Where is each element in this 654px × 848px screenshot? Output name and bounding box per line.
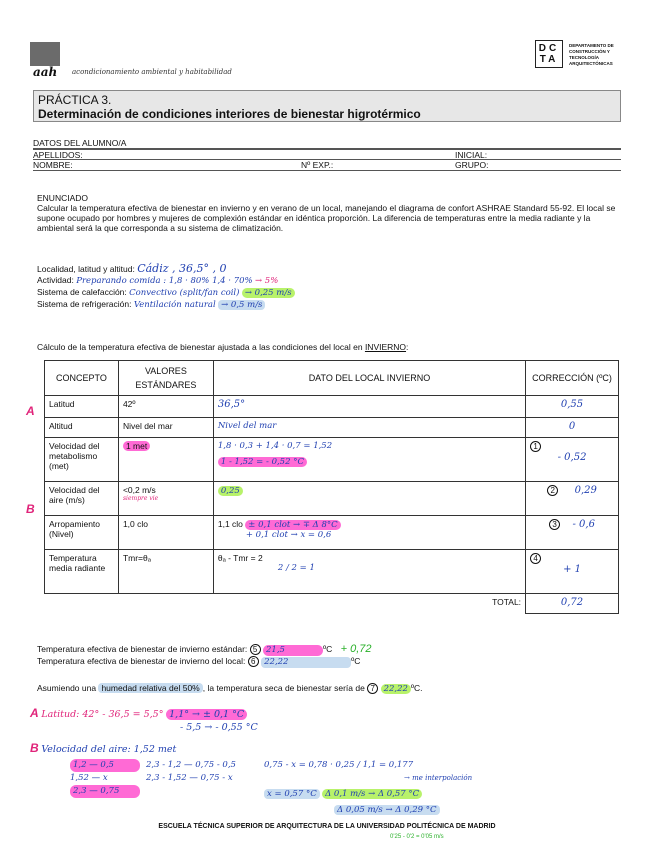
valor-note: siempre vie [122, 495, 159, 502]
concepto-cell: Arropamiento (Nivel) [45, 516, 119, 550]
table-row [45, 418, 619, 438]
note-b-calc-col [146, 759, 256, 817]
enunciado-text: Calcular la temperatura efectiva de bienestar en invierno y en verano de un local, manejando el diagrama de confort ASHRAE Standard 55-92. El local se supone ocupado por hombres y mujeres de complexión estándar en idéntica proporción. La diferencia de temperaturas entre la media radiante y la ambiental será la que corresponda a su sistema de climatización. [37, 203, 616, 233]
correccion-cell [526, 516, 619, 550]
note-b-rows [70, 759, 140, 817]
calc-title [37, 342, 408, 352]
valor-cell [118, 482, 213, 516]
total-value: 0,72 [526, 594, 619, 614]
step-number: 3 [549, 519, 560, 530]
dato-cell [213, 482, 525, 516]
enunciado-section [37, 193, 621, 233]
estandar-label: Temperatura efectiva de bienestar de invierno estándar: [37, 644, 248, 654]
valor-text: <0,2 m/s [122, 485, 156, 495]
aah-logo-text: aah [33, 65, 58, 79]
valor-cell [118, 438, 213, 482]
local-label: Temperatura efectiva de bienestar de invierno del local: [37, 656, 246, 666]
footer-school: ESCUELA TÉCNICA SUPERIOR DE ARQUITECTURA DE LA UNIVERSIDAD POLITÉCNICA DE MADRID [158, 823, 496, 830]
nombre-label: NOMBRE: [33, 160, 73, 170]
calc-title-prefix: Cálculo de la temperatura efectiva de bienestar ajustada a las condiciones del local en [37, 342, 365, 352]
header-valores: VALORES ESTÁNDARES [118, 361, 213, 396]
inicial-label: INICIAL: [455, 150, 488, 160]
calefaccion-value: Convectivo (split/fan coil) [129, 288, 240, 298]
dato-line-2 [218, 457, 521, 467]
humidity-value: 22,22 [381, 684, 411, 694]
concepto-cell: Velocidad del metabolismo (met) [45, 438, 119, 482]
step-number: 2 [547, 485, 558, 496]
table-row [45, 516, 619, 550]
note-a-result: - 5,5 → - 0,55 °C [180, 722, 258, 733]
humidity-unit: ºC. [410, 683, 423, 693]
winter-correction-table [44, 360, 619, 614]
step-number: 1 [530, 441, 541, 452]
nexp-label: Nº EXP.: [301, 160, 334, 170]
enunciado-heading: ENUNCIADO [37, 193, 89, 203]
valor-cell: 1,0 clo [118, 516, 213, 550]
actividad-extra: → 5% [254, 276, 279, 286]
refrigeracion-value: Ventilación natural [133, 300, 216, 310]
concepto-cell: Latitud [45, 396, 119, 418]
dcta-logo: DC TA [535, 40, 563, 68]
aah-tagline: acondicionamiento ambiental y habitabilidad [72, 68, 232, 76]
humidity-line [37, 683, 423, 694]
localidad-value: Cádiz , 36,5° , 0 [137, 262, 227, 275]
note-a-highlight: 1,1° → ± 0,1 °C [166, 709, 247, 720]
note-a-text: Latitud: 42° - 36,5 = 5,5° [41, 709, 164, 720]
estandar-line [37, 644, 372, 656]
dato-cell: 36,5° [213, 396, 525, 418]
total-row [45, 594, 619, 614]
table-row [45, 482, 619, 516]
dato-highlight: ± 0,1 clot → ∓ Δ 8°C [245, 520, 340, 530]
department-name: DEPARTAMENTO DE CONSTRUCCIÓN Y TECNOLOGÍA ARQUITECTÓNICAS [569, 43, 614, 66]
table-header-row [45, 361, 619, 396]
calefaccion-label: Sistema de calefacción: [37, 287, 127, 297]
step-number: 4 [530, 553, 541, 564]
calefaccion-line [37, 287, 295, 299]
practice-number: PRÁCTICA 3. [38, 93, 112, 107]
aah-logo-mark [30, 42, 60, 66]
mark-b: B [26, 502, 35, 516]
note-b-mark: B [30, 741, 39, 755]
correccion-cell [526, 438, 619, 482]
correccion-value: - 0,52 [557, 452, 587, 463]
concepto-cell: Velocidad del aire (m/s) [45, 482, 119, 516]
correccion-cell: 0,55 [526, 396, 619, 418]
note-b-delta2-line [334, 803, 472, 817]
mark-a: A [26, 404, 35, 418]
student-heading: DATOS DEL ALUMNO/A [33, 138, 127, 148]
humidity-suffix: , la temperatura seca de bienestar sería de [202, 683, 365, 693]
handwritten-notes [30, 706, 472, 817]
valor-cell: 42º [118, 396, 213, 418]
dato-text: θₐ - Tmr = 2 [217, 553, 263, 563]
student-data-table [33, 138, 621, 171]
calefaccion-result: → 0,25 m/s [242, 288, 295, 298]
apellidos-label: APELLIDOS: [33, 150, 83, 160]
estandar-value: 21,5 [263, 645, 323, 656]
estandar-unit: ºC [323, 644, 333, 654]
calc-title-season: INVIERNO [364, 342, 407, 352]
note-b-calc2: 2,3 - 1,52 — 0,75 - x [146, 773, 233, 783]
header-dato: DATO DEL LOCAL INVIERNO [213, 361, 525, 396]
note-b-calc3: 0,75 - x = 0,78 · 0,25 / 1,1 = 0,177 [264, 760, 414, 770]
note-b-side: → me interpolación [404, 774, 473, 782]
practice-title-box [33, 90, 621, 122]
dato-cell [213, 550, 525, 594]
dato-highlight: 0,25 [218, 486, 243, 496]
note-b-delta1: Δ 0,1 m/s → Δ 0,57 °C [322, 789, 422, 799]
dato-cell: Nivel del mar [213, 418, 525, 438]
step-number-6: 6 [248, 656, 259, 667]
note-b-result-line [264, 787, 472, 801]
note-a-line [30, 706, 472, 720]
refrigeracion-line [37, 299, 295, 311]
note-b-calc1: 2,3 - 1,2 — 0,75 - 0,5 [146, 760, 236, 770]
header-concepto: CONCEPTO [45, 361, 119, 396]
dato-cell [213, 516, 525, 550]
local-value: 22,22 [261, 657, 351, 668]
actividad-label: Actividad: [37, 275, 74, 285]
local-info [37, 263, 295, 311]
note-a-mark: A [30, 706, 39, 720]
note-b-result-col [264, 759, 472, 817]
localidad-line [37, 263, 295, 275]
dato-line-2: 2 / 2 = 1 [277, 563, 315, 573]
table-row [45, 550, 619, 594]
humidity-prefix: Asumiendo una [37, 683, 97, 693]
concepto-cell: Altitud [45, 418, 119, 438]
header-correccion: CORRECCIÓN (ºC) [526, 361, 619, 396]
localidad-label: Localidad, latitud y altitud: [37, 264, 135, 274]
apellidos-row [33, 149, 621, 160]
local-line [37, 656, 372, 668]
table-row [45, 396, 619, 418]
dato-line-2: + 0,1 clot → x = 0,6 [245, 530, 332, 540]
correccion-cell: 0 [526, 418, 619, 438]
correccion-value: - 0,6 [572, 519, 595, 530]
practice-title: Determinación de condiciones interiores de bienestar higrotérmico [38, 107, 421, 121]
correccion-value: 0,29 [574, 485, 597, 496]
note-b-result: x = 0,57 °C [264, 789, 320, 799]
dato-line-2-text: 1 - 1,52 = - 0,52 °C [218, 457, 307, 467]
note-b-text: Velocidad del aire: 1,52 met [41, 744, 177, 755]
step-number-7: 7 [367, 683, 378, 694]
correccion-cell [526, 550, 619, 594]
table-row [45, 438, 619, 482]
valor-highlight: 1 met [123, 441, 150, 451]
actividad-line [37, 275, 295, 287]
refrigeracion-label: Sistema de refrigeración: [37, 299, 132, 309]
results-section [37, 644, 372, 668]
dato-line-1: 1,8 · 0,3 + 1,4 · 0,7 = 1,52 [217, 441, 333, 451]
dato-cell [213, 438, 525, 482]
actividad-value: Preparando comida : 1,8 · 80% 1,4 · 70% [76, 276, 253, 286]
correccion-value: + 1 [563, 564, 581, 575]
correccion-cell [526, 482, 619, 516]
note-b-line [30, 741, 472, 755]
concepto-cell: Temperatura media radiante [45, 550, 119, 594]
calc-title-suffix: : [406, 342, 409, 352]
note-b-row: 1,52 — x [70, 773, 108, 783]
valor-cell: Nivel del mar [118, 418, 213, 438]
dato-text: 1,1 clo [217, 519, 243, 529]
footer-note: 0'25 - 0'2 = 0'05 m/s [390, 834, 444, 840]
student-heading-row [33, 138, 621, 149]
note-b-row: 2,3 — 0,75 [70, 785, 140, 798]
grupo-label: GRUPO: [455, 160, 489, 170]
humidity-highlight: humedad relativa del 50% [98, 683, 202, 693]
nombre-row [33, 160, 621, 171]
refrigeracion-result: → 0,5 m/s [218, 300, 265, 310]
sum-note: + 0,72 [340, 643, 372, 655]
valor-cell: Tmr=θₐ [118, 550, 213, 594]
step-number-5: 5 [250, 644, 261, 655]
note-b-delta2: Δ 0,05 m/s → Δ 0,29 °C [334, 805, 440, 815]
note-b-calc [70, 759, 472, 817]
local-unit: ºC [351, 656, 361, 666]
note-b-row: 1,2 — 0,5 [70, 759, 140, 772]
total-label: TOTAL: [45, 594, 526, 614]
